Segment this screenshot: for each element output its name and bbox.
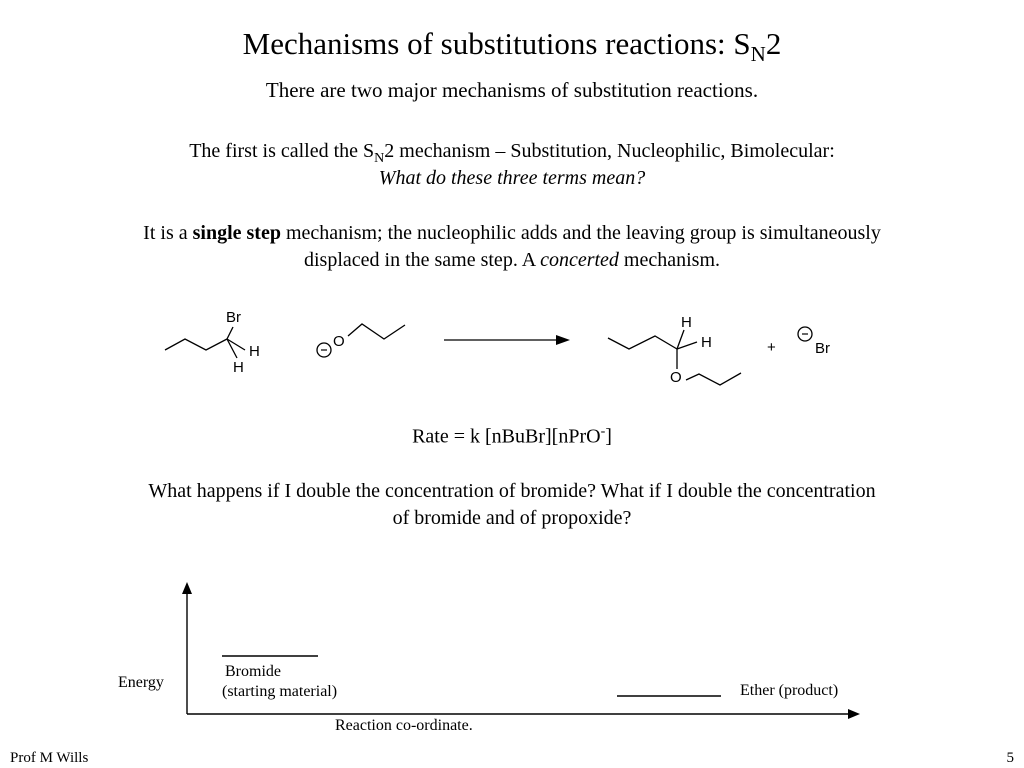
energy-diagram <box>0 560 1024 740</box>
single-step-text: It is a single step mechanism; the nucleophilic adds and the leaving group is simultaneously <box>143 222 881 244</box>
h-label: H <box>701 334 712 351</box>
bromide-label: Bromide <box>225 663 281 680</box>
slide-title: Mechanisms of substitutions reactions: $S_N2$ <box>242 26 782 67</box>
butyl-chain-bond <box>165 339 227 350</box>
o-label: O <box>333 333 345 350</box>
product-label: Ether (product) <box>740 682 839 699</box>
intro-text: There are two major mechanisms of substitution reactions. <box>265 78 759 102</box>
y-axis-arrow <box>182 582 192 594</box>
energy-label: Energy <box>118 674 164 691</box>
x-axis-arrow <box>848 709 860 719</box>
product-c-h-bond-2 <box>677 342 697 349</box>
h-label: H <box>681 314 692 331</box>
plus-sign: + <box>767 339 776 356</box>
br-label: Br <box>226 309 241 326</box>
h-label: H <box>233 359 244 376</box>
footer-author: Prof M Wills <box>10 750 89 766</box>
propoxide-chain-bond <box>348 324 405 339</box>
question-line-1: What happens if I double the concentration of bromide? What if I double the concentration <box>148 480 876 502</box>
terms-question: What do these three terms mean? <box>378 167 646 189</box>
product-chain-bond <box>608 336 677 349</box>
question-line-2: of bromide and of propoxide? <box>392 507 632 529</box>
propyl-chain-bond <box>686 373 741 385</box>
rate-equation: Rate = k [nBuBr][nPrO-] <box>412 424 612 448</box>
h-label: H <box>249 343 260 360</box>
page-number: 5 <box>1006 750 1014 766</box>
arrow-head <box>556 335 570 345</box>
o-label: O <box>670 369 682 386</box>
sn2-definition: The first is called the $S_N2$ mechanism – Substitution, Nucleophilic, Bimolecular: <box>189 140 835 166</box>
concerted-text: displaced in the same step. A concerted mechanism. <box>303 249 721 271</box>
br-label: Br <box>815 340 830 357</box>
x-axis-label: Reaction co-ordinate. <box>335 717 473 734</box>
starting-material-label: (starting material) <box>222 683 338 700</box>
c-br-bond <box>227 327 233 339</box>
product-c-h-bond <box>677 330 684 349</box>
